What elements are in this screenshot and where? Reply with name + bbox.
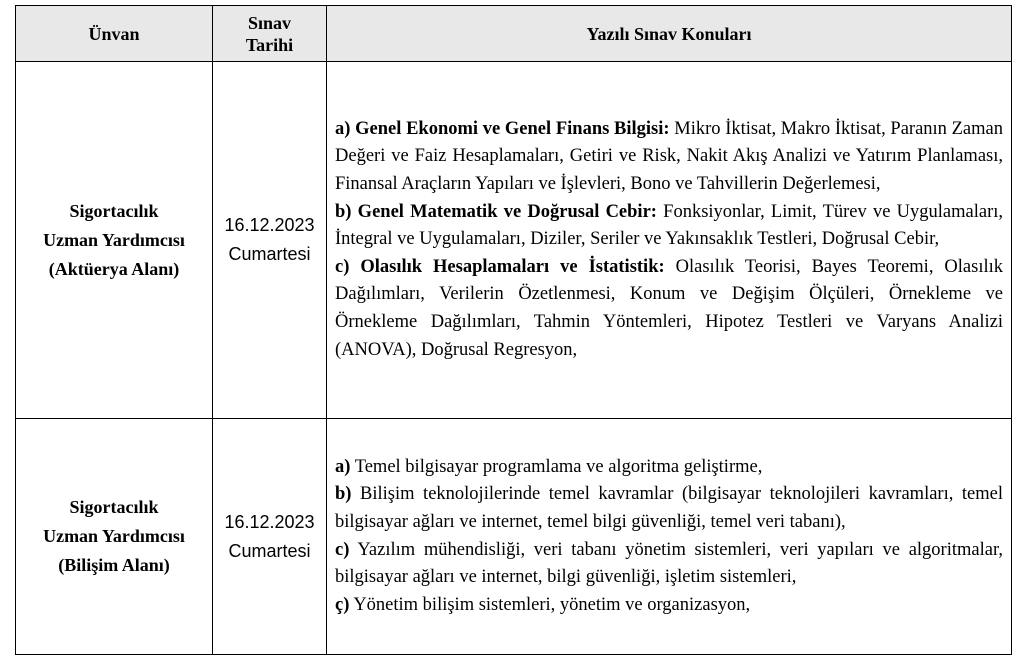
topic-text: Fonksiyonlar, Limit, Türev ve Uygulamaları, İntegral ve Uygulamaları, Diziler, Seriler ve Yakınsaklık Testleri, Doğrusal Cebir, — [335, 201, 1003, 250]
exam-day: Cumartesi — [228, 540, 311, 561]
topic-text: Yazılım mühendisliği, veri tabanı yönetim sistemleri, veri yapıları ve algoritmalar, bilgisayar ağları ve internet, bilgi güvenliği, işletim sistemleri, — [335, 539, 1003, 588]
topic-text: Yönetim bilişim sistemleri, yönetim ve organizasyon, — [349, 594, 751, 615]
position-title-line: (Bilişim Alanı) — [58, 555, 170, 575]
exam-date-cell — [213, 62, 327, 419]
exam-topics-table — [15, 5, 1012, 655]
exam-day: Cumartesi — [228, 244, 311, 264]
table-row — [16, 62, 1012, 419]
topic-heading: c) — [335, 539, 350, 560]
topic-text: Mikro İktisat, Makro İktisat, Paranın Zaman Değeri ve Faiz Hesaplamaları, Getiri ve Risk, Nakit Akış Analizi ve Yatırım Planlaması, Finansal Araçların Yapıları ve İşlevleri, Bono ve Tahvillerin Değerlemesi, — [335, 118, 1003, 195]
topic-heading: ç) — [335, 594, 350, 615]
header-date-text: Sınav Tarihi — [245, 12, 294, 55]
topic-text: Bilişim teknolojilerinde temel kavramlar (bilgisayar teknolojileri kavramları, temel bilgisayar ağları ve internet, temel bilgi güvenliği, temel veri tabanı), — [335, 484, 1003, 532]
topic-text: Olasılık Teorisi, Bayes Teoremi, Olasılık Dağılımları, Verilerin Özetlenmesi, Konum ve Değişim Ölçüleri, Örnekleme ve Örnekleme Dağılımları, Tahmin Yöntemleri, Hipotez Testleri ve Varyans Analizi (ANOVA), Doğrusal Regresyon, — [335, 256, 1004, 360]
position-title-line: Uzman Yardımcısı — [43, 229, 185, 250]
topic-item — [335, 592, 1003, 620]
position-title-cell — [16, 62, 213, 419]
topic-item — [335, 254, 1003, 364]
exam-date-cell — [213, 419, 327, 655]
exam-date: 16.12.2023 — [224, 511, 315, 532]
topic-item — [335, 481, 1003, 536]
position-title-line: Sigortacılık — [69, 497, 159, 517]
table-row — [16, 419, 1012, 655]
topic-heading: a) — [335, 456, 351, 477]
topic-heading: b) Genel Matematik ve Doğrusal Cebir: — [335, 201, 657, 222]
position-title-line: Sigortacılık — [69, 200, 159, 221]
header-topics: Yazılı Sınav Konuları — [327, 6, 1012, 62]
topic-text: Temel bilgisayar programlama ve algoritma geliştirme, — [350, 456, 763, 477]
position-title-line: (Aktüerya Alanı) — [48, 258, 180, 279]
topics-cell — [327, 419, 1012, 655]
position-title-line: Uzman Yardımcısı — [43, 526, 185, 546]
topic-heading: a) Genel Ekonomi ve Genel Finans Bilgisi: — [335, 118, 670, 139]
topic-heading: b) — [335, 484, 352, 505]
header-title: Ünvan — [16, 6, 213, 62]
topic-item — [335, 454, 1003, 482]
position-title-cell — [16, 419, 213, 655]
exam-date: 16.12.2023 — [224, 215, 315, 235]
topic-item — [335, 537, 1003, 592]
topic-heading: c) Olasılık Hesaplamaları ve İstatistik: — [335, 256, 665, 277]
table-header-row — [16, 6, 1012, 62]
topics-cell — [327, 62, 1012, 419]
header-date — [213, 6, 327, 62]
topic-item — [335, 116, 1003, 199]
topic-item — [335, 199, 1003, 254]
